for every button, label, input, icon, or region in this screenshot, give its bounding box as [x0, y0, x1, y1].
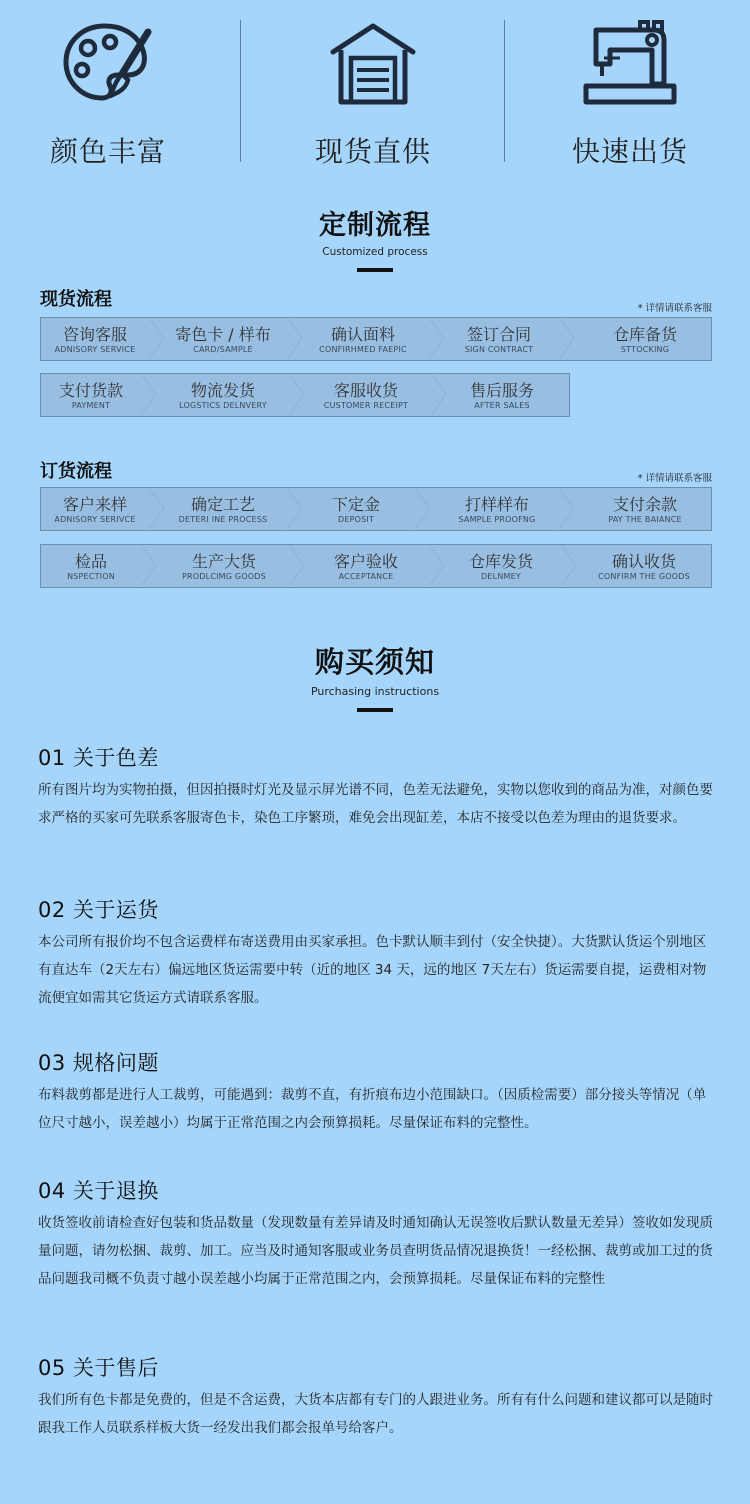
chevron-right-icon	[415, 488, 431, 529]
step-label: 寄色卡 / 样布	[175, 325, 271, 344]
step-label-en: CARD/SAMPLE	[193, 345, 253, 354]
notice-heading: 03 规格问题	[38, 1051, 159, 1075]
flow-step	[303, 545, 429, 587]
step-label-en: PRODLCIMG GOODS	[182, 572, 266, 581]
step-label: 确认收货	[611, 552, 676, 571]
stock-flow-heading: 现货流程	[40, 289, 112, 310]
notice-body: 所有图片均为实物拍摄，但因拍摄时灯光及显示屏光谱不同，色差无法避免，实物以您收到的商品为准，对颜色要求严格的买家可先联系客服寄色卡，染色工序繁琐，难免会出现缸差，本店不接受以色差为理由的退货要求。	[38, 782, 713, 826]
flow-step	[577, 545, 711, 587]
step-label-en: CONFIRM THE GOODS	[598, 572, 690, 581]
instructions-title: 购买须知	[314, 645, 435, 679]
flow-step	[41, 374, 141, 416]
notice-specification	[38, 1047, 718, 1137]
step-label: 确认面料	[330, 325, 395, 344]
flow-step	[41, 318, 149, 360]
notice-heading: 01 关于色差	[38, 746, 159, 770]
flow-step	[301, 374, 431, 416]
chevron-right-icon	[559, 318, 575, 359]
step-label-en: DEPOSIT	[337, 515, 375, 524]
flow-step	[435, 488, 559, 530]
notice-heading: 05 关于售后	[38, 1356, 159, 1380]
order-flow-row-2	[40, 544, 712, 588]
step-label-en: DETERI INE PROCESS	[178, 515, 268, 524]
flow-step	[157, 374, 289, 416]
notice-body: 我们所有色卡都是免费的，但是不含运费，大货本店都有专门的人跟进业务。所有有什么问题和建议都可以是随时跟我工作人员联系样板大货一经发出我们都会报单号给客户。	[38, 1392, 713, 1436]
feature-label: 颜色丰富	[49, 135, 166, 168]
flow-step	[579, 318, 711, 360]
step-label: 下定金	[331, 495, 380, 514]
chevron-right-icon	[559, 488, 575, 529]
notice-shipping	[38, 894, 718, 1012]
step-label-en: PAYMENT	[71, 401, 111, 410]
step-label: 支付货款	[58, 381, 123, 400]
flow-step	[41, 545, 141, 587]
stock-flow-row-1	[40, 317, 712, 361]
step-label-en: ADNISORY SERIVCE	[54, 515, 136, 524]
step-label: 客户来样	[62, 495, 127, 514]
notice-color-difference	[38, 742, 718, 832]
chevron-right-icon	[141, 374, 157, 415]
feature-fast-shipping	[530, 18, 730, 170]
flow-step	[579, 488, 711, 530]
divider	[240, 20, 241, 162]
step-label-en: DELNMEY	[481, 572, 521, 581]
flow-step	[443, 374, 561, 416]
sewing-machine-icon	[580, 18, 680, 108]
title-underline	[357, 268, 393, 272]
flow-step	[159, 318, 287, 360]
step-label: 签订合同	[466, 325, 531, 344]
step-label: 仓库备货	[612, 325, 677, 344]
process-title: 定制流程	[319, 210, 431, 241]
step-label-en: ADNISORY SERVICE	[54, 345, 136, 354]
palette-icon	[58, 18, 158, 108]
flow-step	[41, 488, 149, 530]
stock-flow-row-2	[40, 373, 570, 417]
order-flow-note: * 详情请联系客服	[637, 473, 712, 484]
feature-stock-supply	[273, 18, 473, 170]
instructions-section-title	[0, 640, 750, 712]
step-label-en: ACCEPTANCE	[338, 572, 394, 581]
notice-body: 布料裁剪都是进行人工裁剪，可能遇到：裁剪不直，有折痕布边小范围缺口。（因质检需要）部分接头等情况（单位尺寸越小，误差越小）均属于正常范围之内会预算损耗。尽量保证布料的完整性。	[38, 1087, 707, 1131]
step-label: 打样样布	[464, 495, 529, 514]
feature-label: 快速出货	[571, 135, 688, 168]
step-label: 确定工艺	[190, 495, 255, 514]
step-label-en: SAMPLE PROOFNG	[458, 515, 536, 524]
step-label: 仓库发货	[468, 552, 533, 571]
feature-bar	[0, 0, 750, 170]
flow-step	[159, 488, 287, 530]
divider	[504, 20, 505, 162]
step-label-en: LOGSTICS DELNVERY	[179, 401, 267, 410]
step-label: 物流发货	[190, 381, 255, 400]
order-flow-heading: 订货流程	[40, 461, 112, 482]
step-label-en: SIGN CONTRACT	[464, 345, 534, 354]
step-label-en: CONFIRHMED FAEPIC	[319, 345, 407, 354]
chevron-right-icon	[561, 545, 577, 586]
process-subtitle: Customized process	[322, 246, 428, 258]
feature-rich-colors	[8, 18, 208, 170]
warehouse-icon	[323, 18, 423, 108]
step-label-en: CUSTOMER RECEIPT	[323, 401, 409, 410]
step-label: 咨询客服	[62, 325, 127, 344]
flow-step	[297, 318, 429, 360]
notice-body: 收货签收前请检查好包装和货品数量（发现数量有差异请及时通知确认无误签收后默认数量无差异）签收如发现质量问题，请勿松捆、裁剪、加工。应当及时通知客服或业务员查明货品情况退换货！一经松捆、裁剪或加工过的货品问题我司概不负责寸越小误差越小均属于正常范围之内，会预算损耗。尽量保证布料的完整性	[38, 1215, 713, 1287]
title-underline	[357, 708, 393, 712]
step-label: 生产大货	[191, 552, 256, 571]
step-label: 客服收货	[333, 381, 398, 400]
flow-step	[441, 545, 561, 587]
notice-body: 本公司所有报价均不包含运费样布寄送费用由买家承担。色卡默认顺丰到付（安全快捷）。大货默认货运个别地区有直达车（2天左右）偏远地区货运需要中转（近的地区 34 天，远的地区 7天左右）货运需要自提，运费相对物流便宜如需其它货运方式请联系客服。	[38, 934, 707, 1006]
step-label: 售后服务	[469, 381, 534, 400]
step-label-en: STTOCKING	[620, 345, 670, 354]
notice-returns	[38, 1175, 718, 1293]
notice-heading: 04 关于退换	[38, 1179, 159, 1203]
notice-after-sales	[38, 1352, 718, 1442]
step-label-en: NSPECTION	[67, 572, 115, 581]
flow-step	[159, 545, 289, 587]
step-label-en: PAY THE BAIANCE	[608, 515, 682, 524]
step-label: 检品	[74, 552, 107, 571]
order-flow-row-1	[40, 487, 712, 531]
stock-flow-note: * 详情请联系客服	[637, 303, 712, 314]
notice-heading: 02 关于运货	[38, 898, 159, 922]
process-section-title	[0, 203, 750, 272]
step-label: 客户验收	[333, 552, 398, 571]
feature-label: 现货直供	[314, 135, 431, 168]
instructions-subtitle: Purchasing instructions	[310, 685, 440, 698]
chevron-right-icon	[141, 545, 157, 586]
step-label: 支付余款	[612, 495, 677, 514]
step-label-en: AFTER SALES	[474, 401, 530, 410]
flow-step	[439, 318, 559, 360]
flow-step	[297, 488, 415, 530]
